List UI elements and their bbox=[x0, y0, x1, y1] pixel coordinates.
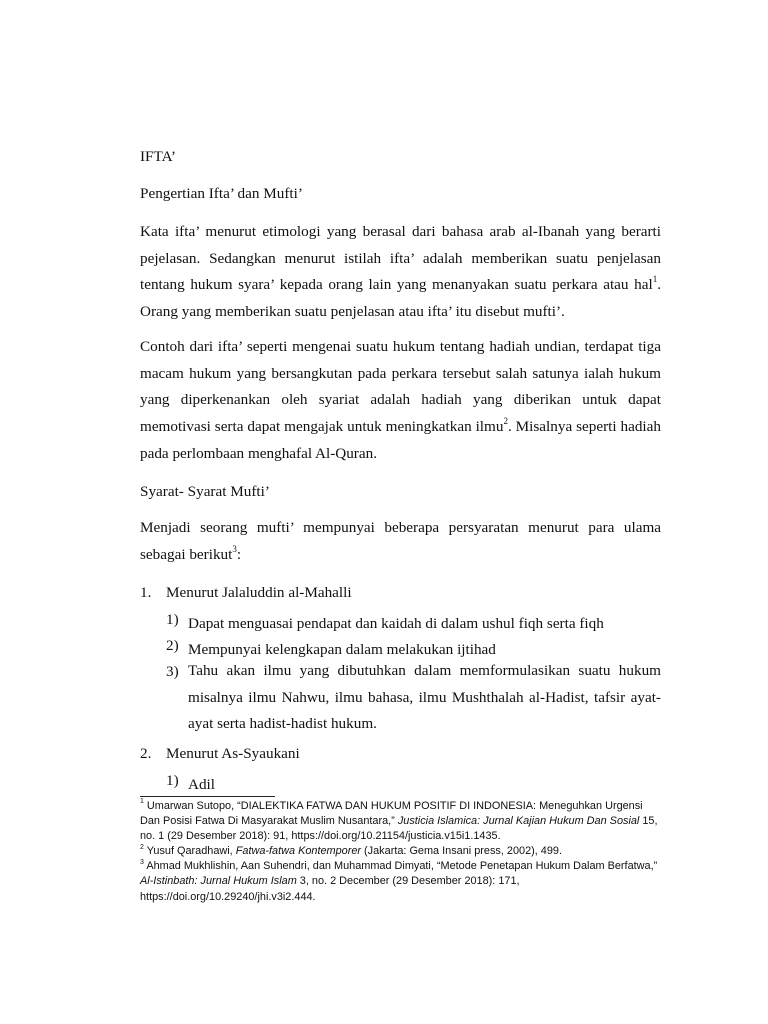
footnotes bbox=[140, 799, 665, 905]
list-item bbox=[140, 584, 661, 602]
paragraph-text: Contoh dari ifta’ seperti mengenai suatu hukum tentang hadiah undian, terdapat tiga macam hukum yang bersangkutan pada perkara tersebut salah satunya ialah hukum yang diperkenankan oleh syariat adalah hadiah yang diberikan untuk dapat memotivasi serta dapat mengajak untuk meningkatkan ilmu bbox=[140, 338, 661, 436]
footnote bbox=[140, 859, 665, 904]
paragraph-requirements-intro bbox=[140, 515, 661, 568]
paragraph-text: . Misalnya seperti hadiah pada perlombaan menghafal Al-Quran. bbox=[140, 418, 661, 462]
footnote-ref: 2 bbox=[503, 416, 508, 427]
footnote-journal: Al-Istinbath: Jurnal Hukum Islam bbox=[140, 875, 297, 888]
footnote-text: Yusuf Qaradhawi, bbox=[143, 845, 236, 858]
sub-list-text: Mempunyai kelengkapan dalam melakukan ijtihad bbox=[188, 641, 496, 658]
paragraph-text: Menjadi seorang mufti’ mempunyai beberapa persyaratan menurut para ulama sebagai berikut bbox=[140, 519, 661, 563]
footnote-journal: Justicia Islamica: Jurnal Kajian Hukum Dan Sosial bbox=[397, 815, 640, 828]
sub-list-number: 1) bbox=[166, 611, 179, 628]
sub-list-text: Tahu akan ilmu yang dibutuhkan dalam memformulasikan suatu hukum misalnya ilmu Nahwu, ilmu bahasa, ilmu Mushthalah al-Hadist, tafsir ayat-ayat serta hadist-hadist hukum. bbox=[188, 662, 661, 733]
paragraph-text: : bbox=[236, 545, 242, 563]
footnote-text: 15, no. 1 (29 Desember 2018): 91, https://doi.org/10.21154/justicia.v15i1.1435. bbox=[140, 815, 658, 843]
footnote-number: 3 bbox=[140, 858, 144, 866]
footnote bbox=[140, 799, 665, 844]
footnote-ref: 3 bbox=[232, 543, 237, 554]
footnote-text: 3, no. 2 December (29 Desember 2018): 171, https://doi.org/10.29240/jhi.v3i2.444. bbox=[140, 875, 520, 903]
document-title: IFTA’ bbox=[140, 148, 176, 165]
paragraph-text: Kata ifta’ menurut etimologi yang berasal dari bahasa arab al-Ibanah yang berarti pejelasan. Sedangkan menurut istilah ifta’ adalah memberikan suatu penjelasan tentang hukum syara’ kepada orang lain yang menanyakan suatu perkara atau hal bbox=[140, 223, 661, 294]
sub-list-number: 1) bbox=[166, 772, 179, 789]
footnote-text: Ahmad Mukhlishin, Aan Suhendri, dan Muhammad Dimyati, “Metode Penetapan Hukum Dalam Berfatwa,” bbox=[143, 860, 658, 873]
footnote-ref: 1 bbox=[652, 274, 658, 285]
list-number: 1. bbox=[140, 584, 152, 601]
footnote-book: Fatwa-fatwa Kontemporer bbox=[235, 845, 362, 858]
footnote-text: Umarwan Sutopo, “DIALEKTIKA FATWA DAN HUKUM POSITIF DI INDONESIA: Meneguhkan Urgensi Dan Posisi Fatwa Di Masyarakat Muslim Nusantara,” bbox=[140, 800, 643, 828]
paragraph-definition bbox=[140, 219, 661, 326]
footnote-text: (Jakarta: Gema Insani press, 2002), 499. bbox=[361, 845, 563, 858]
paragraph-example bbox=[140, 334, 661, 468]
list-number: 2. bbox=[140, 745, 152, 762]
sub-list-text: Dapat menguasai pendapat dan kaidah di dalam ushul fiqh serta fiqh bbox=[188, 615, 604, 632]
footnote-separator bbox=[140, 796, 275, 797]
list-item bbox=[140, 745, 661, 763]
footnote bbox=[140, 844, 665, 859]
footnote-number: 1 bbox=[140, 798, 144, 806]
sub-list-number: 3) bbox=[166, 663, 179, 680]
section-heading-pengertian: Pengertian Ifta’ dan Mufti’ bbox=[140, 185, 303, 202]
sub-list-text: Adil bbox=[188, 776, 216, 793]
sub-list-number: 2) bbox=[166, 637, 179, 654]
section-heading-syarat: Syarat- Syarat Mufti’ bbox=[140, 483, 270, 500]
footnote-number: 2 bbox=[140, 843, 144, 851]
list-label: Menurut Jalaluddin al-Mahalli bbox=[166, 584, 352, 601]
paragraph-text: . Orang yang memberikan suatu penjelasan atau ifta’ itu disebut mufti’. bbox=[140, 276, 661, 321]
list-label: Menurut As-Syaukani bbox=[166, 745, 300, 762]
